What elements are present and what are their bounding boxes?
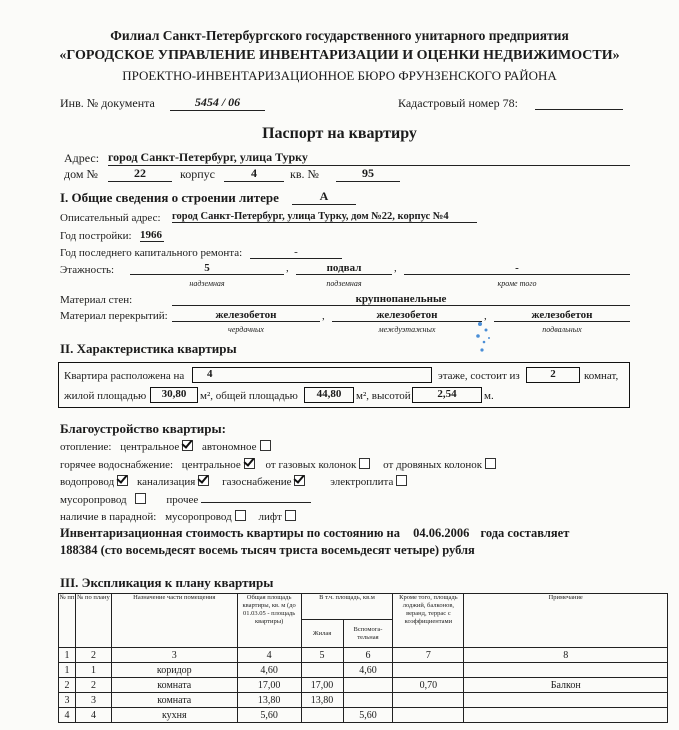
col-header-n: № пп [59, 594, 76, 648]
comma-1: , [286, 262, 289, 274]
col-header-total: Общая площадь квартиры, кв. м (до 01.03.05 - площадь квартиры) [237, 594, 301, 648]
lift-checkbox[interactable] [285, 510, 296, 521]
height-suffix: м. [484, 390, 494, 402]
cell-total: 17,00 [237, 678, 301, 693]
hotwater-label: горячее водоснабжение: [60, 459, 174, 471]
hw-wood-checkbox[interactable] [485, 458, 496, 469]
rooms-suffix: комнат, [584, 370, 619, 382]
floors-above-value: 5 [130, 262, 284, 275]
sewer-label: канализация [136, 476, 196, 488]
cell-purpose: комната [111, 678, 237, 693]
desc-address-value: город Санкт-Петербург, улица Турку, дом №22, корпус №4 [172, 211, 477, 223]
front-row [60, 510, 296, 523]
hw-central-label: центральное [181, 459, 241, 471]
cell-purpose: коридор [111, 663, 237, 678]
col-header-extra: Кроме того, площадь лоджий, балконов, веранд, террас с коэффициентами [393, 594, 464, 648]
valuation-line-2: 188384 (сто восемьдесят восемь тысяч триста восемьдесят четыре) рубля [60, 543, 475, 557]
section-1-title: I. Общие сведения о строении литере [60, 190, 279, 205]
trash-row [60, 492, 311, 506]
inv-value: 5454 / 06 [170, 95, 265, 111]
floors-label: Этажность: [60, 264, 115, 276]
living-label: жилой площадью [64, 390, 147, 402]
cell-extra [393, 693, 464, 708]
cell-n: 4 [59, 708, 76, 723]
ink-stamp-speck [470, 318, 500, 358]
cell-note: Балкон [464, 678, 668, 693]
floors-other-value: - [404, 262, 630, 275]
heating-central-label: центральное [120, 441, 180, 453]
house-value: 22 [108, 166, 172, 182]
cell-living: 17,00 [301, 678, 343, 693]
house-label: дом № [64, 167, 98, 181]
cell-purpose: кухня [111, 708, 237, 723]
cadastral-label: Кадастровый номер 78: [398, 96, 518, 110]
sewer-checkbox[interactable] [198, 475, 209, 486]
water-label: водопровод [60, 476, 115, 488]
column-numbers-row [59, 648, 668, 663]
heating-row [60, 440, 271, 453]
col-number: 2 [75, 648, 111, 663]
floor-value: 4 [192, 367, 432, 383]
ceilings-label: Материал перекрытий: [60, 310, 168, 322]
trash-label: мусоропровод [60, 494, 127, 506]
org-line-3: ПРОЕКТНО-ИНВЕНТАРИЗАЦИОННОЕ БЮРО ФРУНЗЕНСКОГО РАЙОНА [122, 68, 557, 83]
lift-label: лифт [258, 511, 282, 523]
caption-inter: междуэтажных [378, 325, 436, 334]
front-label: наличие в парадной: [60, 511, 157, 523]
electric-checkbox[interactable] [396, 475, 407, 486]
height-value: 2,54 [412, 387, 482, 403]
cell-note [464, 663, 668, 678]
gas-label: газоснабжение [222, 476, 292, 488]
cell-living [301, 663, 343, 678]
hotwater-row [60, 458, 496, 471]
floor-label: Квартира расположена на [64, 370, 185, 382]
floor-suffix: этаже, состоит из [438, 370, 520, 382]
litera-value: А [292, 189, 356, 205]
amenities-title: Благоустройство квартиры: [60, 421, 226, 436]
heating-central-checkbox[interactable] [182, 440, 193, 451]
cell-aux: 4,60 [343, 663, 393, 678]
ceil-inter-value: железобетон [332, 309, 482, 322]
valuation-text-a: Инвентаризационная стоимость квартиры по состоянию на [60, 526, 400, 540]
total-label: м², общей площадью [200, 390, 298, 402]
water-checkbox[interactable] [117, 475, 128, 486]
org-line-2: «ГОРОДСКОЕ УПРАВЛЕНИЕ ИНВЕНТАРИЗАЦИИ И ОЦЕНКИ НЕДВИЖИМОСТИ» [59, 48, 620, 63]
repair-label: Год последнего капитального ремонта: [60, 247, 243, 259]
comma-4: , [484, 310, 487, 322]
cell-aux [343, 693, 393, 708]
cell-aux [343, 678, 393, 693]
col-header-aux: Вспомога-тельная [343, 620, 393, 648]
ceil-attic-value: железобетон [172, 309, 320, 322]
other-label: прочее [166, 494, 199, 506]
heating-autonomous-label: автономное [202, 441, 257, 453]
col-number: 8 [464, 648, 668, 663]
col-number: 5 [301, 648, 343, 663]
walls-value: крупнопанельные [172, 293, 630, 306]
comma-2: , [394, 262, 397, 274]
col-header-note: Примечание [464, 594, 668, 648]
floors-below-value: подвал [296, 262, 392, 275]
trash-checkbox[interactable] [135, 493, 146, 504]
cell-plan: 1 [75, 663, 111, 678]
kv-label: кв. № [290, 167, 319, 181]
caption-below: подземная [326, 279, 362, 288]
living-value: 30,80 [150, 387, 198, 403]
cell-extra [393, 663, 464, 678]
org-line-1: Филиал Санкт-Петербургского государственного унитарного предприятия [110, 28, 569, 43]
valuation-date: 04.06.2006 [413, 526, 470, 540]
cadastral-blank [535, 96, 623, 110]
section-2-title: II. Характеристика квартиры [60, 341, 237, 356]
cell-plan: 2 [75, 678, 111, 693]
caption-attic: чердачных [228, 325, 264, 334]
gas-checkbox[interactable] [294, 475, 305, 486]
col-header-incl: В т.ч. площадь, кв.м [301, 594, 393, 620]
electric-label: электроплита [330, 476, 394, 488]
cell-total: 4,60 [237, 663, 301, 678]
explication-table [58, 593, 668, 723]
cell-total: 5,60 [237, 708, 301, 723]
cell-note [464, 708, 668, 723]
cell-living: 13,80 [301, 693, 343, 708]
col-header-living: Жилая [301, 620, 343, 648]
valuation-line-1 [60, 526, 569, 541]
desc-address-label: Описательный адрес: [60, 212, 161, 224]
cell-extra [393, 708, 464, 723]
table-row [59, 678, 668, 693]
cell-extra: 0,70 [393, 678, 464, 693]
col-number: 3 [111, 648, 237, 663]
front-trash-label: мусоропровод [165, 511, 232, 523]
caption-other: кроме того [497, 279, 537, 288]
kv-value: 95 [336, 166, 400, 182]
cell-plan: 4 [75, 708, 111, 723]
cell-total: 13,80 [237, 693, 301, 708]
other-blank [201, 492, 311, 503]
col-number: 7 [393, 648, 464, 663]
cell-living [301, 708, 343, 723]
comma-3: , [322, 310, 325, 322]
hw-central-checkbox[interactable] [244, 458, 255, 469]
address-label: Адрес: [64, 151, 100, 165]
table-row [59, 693, 668, 708]
heating-autonomous-checkbox[interactable] [260, 440, 271, 451]
korpus-label: корпус [180, 167, 215, 181]
cell-aux: 5,60 [343, 708, 393, 723]
caption-above: надземная [189, 279, 225, 288]
height-label: м², высотой [356, 390, 411, 402]
total-value: 44,80 [304, 387, 354, 403]
ceil-base-value: железобетон [494, 309, 630, 322]
hw-wood-label: от дровяных колонок [383, 459, 483, 471]
page-title: Паспорт на квартиру [262, 125, 417, 142]
caption-base: подвальных [542, 325, 582, 334]
inv-label: Инв. № документа [60, 96, 155, 110]
rooms-value: 2 [526, 367, 580, 383]
valuation-text-b: года составляет [480, 526, 570, 540]
col-header-purpose: Назначение части помещения [111, 594, 237, 648]
korpus-value: 4 [224, 166, 284, 182]
address-value: город Санкт-Петербург, улица Турку [108, 150, 630, 166]
hw-gas-checkbox[interactable] [359, 458, 370, 469]
section-3-title: III. Экспликация к плану квартиры [60, 575, 274, 590]
front-trash-checkbox[interactable] [235, 510, 246, 521]
col-number: 4 [237, 648, 301, 663]
cell-n: 1 [59, 663, 76, 678]
year-built-value: 1966 [140, 229, 162, 241]
cell-purpose: комната [111, 693, 237, 708]
cell-n: 3 [59, 693, 76, 708]
table-row [59, 663, 668, 678]
col-number: 1 [59, 648, 76, 663]
repair-value: - [250, 246, 342, 259]
table-row [59, 708, 668, 723]
walls-label: Материал стен: [60, 294, 133, 306]
col-header-plan: № по плану [75, 594, 111, 648]
hw-gas-label: от газовых колонок [265, 459, 357, 471]
cell-n: 2 [59, 678, 76, 693]
year-built-label: Год постройки: [60, 230, 132, 242]
cell-note [464, 693, 668, 708]
heating-label: отопление: [60, 441, 112, 453]
cell-plan: 3 [75, 693, 111, 708]
utilities-row [60, 475, 407, 488]
col-number: 6 [343, 648, 393, 663]
